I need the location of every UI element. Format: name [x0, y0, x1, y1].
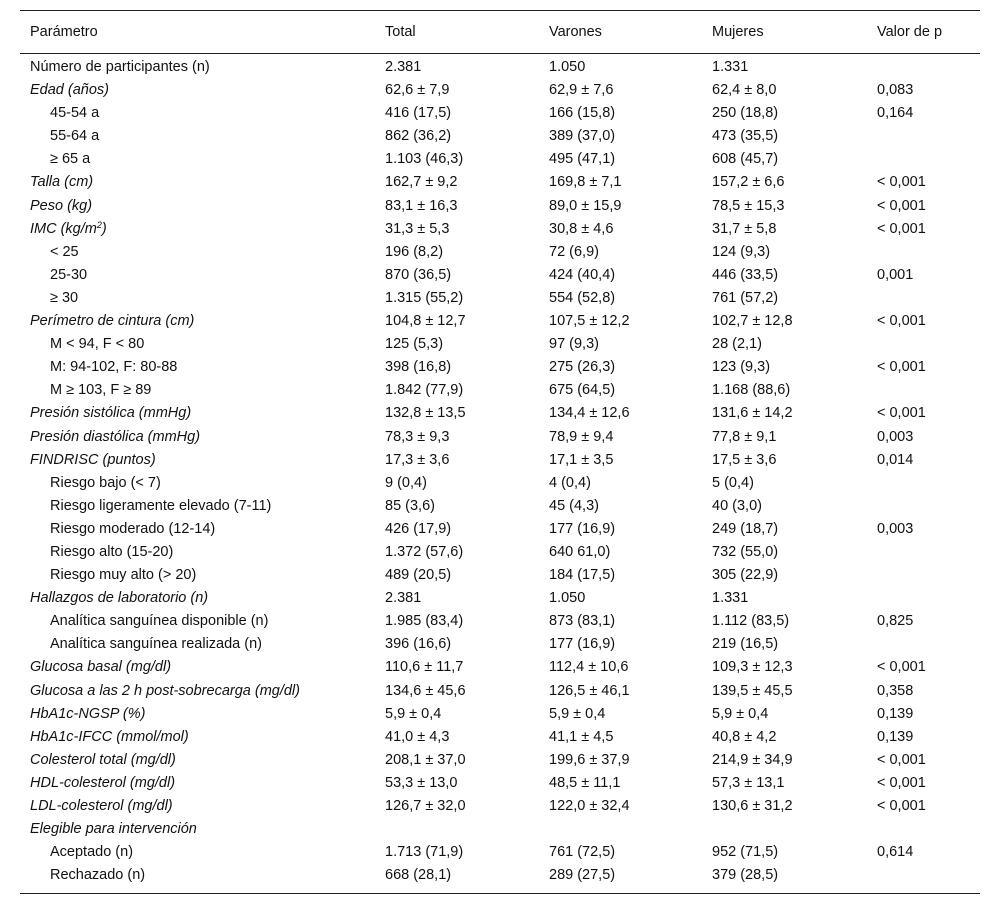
cell-mujeres: 473 (35,5) — [712, 128, 779, 145]
cell-total: 489 (20,5) — [385, 567, 452, 584]
cell-varones: 424 (40,4) — [549, 266, 616, 283]
cell-mujeres: 1.112 (83,5) — [712, 613, 790, 630]
row-label: ≥ 65 a — [50, 151, 91, 168]
cell-mujeres: 732 (55,0) — [712, 543, 779, 560]
cell-valor-p: < 0,001 — [877, 197, 926, 214]
table-row — [20, 333, 980, 356]
cell-total: 162,7 ± 9,2 — [385, 174, 458, 191]
cell-mujeres: 219 (16,5) — [712, 636, 779, 653]
cell-varones: 199,6 ± 37,9 — [549, 751, 630, 768]
cell-varones: 62,9 ± 7,6 — [549, 82, 614, 99]
row-label: Riesgo alto (15-20) — [50, 543, 174, 560]
cell-varones: 554 (52,8) — [549, 289, 616, 306]
table-row — [20, 195, 980, 218]
cell-valor-p: 0,001 — [877, 266, 914, 283]
row-label: M < 94, F < 80 — [50, 336, 145, 353]
cell-valor-p: 0,003 — [877, 520, 914, 537]
cell-total: 208,1 ± 37,0 — [385, 751, 466, 768]
table-row — [20, 171, 980, 194]
table-header-row — [20, 11, 980, 53]
row-label: HbA1c-IFCC (mmol/mol) — [30, 728, 189, 745]
cell-varones: 177 (16,9) — [549, 636, 616, 653]
cell-mujeres: 57,3 ± 13,1 — [712, 774, 785, 791]
table-row — [20, 726, 980, 749]
table-row — [20, 148, 980, 171]
cell-mujeres: 379 (28,5) — [712, 867, 779, 884]
row-label: Presión sistólica (mmHg) — [30, 405, 192, 422]
table-row — [20, 703, 980, 726]
cell-valor-p: < 0,001 — [877, 313, 926, 330]
cell-total: 78,3 ± 9,3 — [385, 428, 450, 445]
cell-varones: 166 (15,8) — [549, 105, 616, 122]
table-row — [20, 864, 980, 887]
cell-varones: 184 (17,5) — [549, 567, 616, 584]
cell-varones: 1.050 — [549, 59, 586, 75]
cell-mujeres: 5,9 ± 0,4 — [712, 705, 769, 722]
table-row — [20, 310, 980, 333]
cell-total: 31,3 ± 5,3 — [385, 220, 450, 237]
row-label: < 25 — [50, 243, 79, 260]
table-row — [20, 79, 980, 102]
table-row — [20, 472, 980, 495]
cell-total: 41,0 ± 4,3 — [385, 728, 450, 745]
cell-valor-p: 0,139 — [877, 705, 914, 722]
cell-total: 132,8 ± 13,5 — [385, 405, 466, 422]
results-table — [20, 10, 980, 894]
row-label: M ≥ 103, F ≥ 89 — [50, 382, 152, 399]
cell-varones: 1.050 — [549, 590, 586, 607]
cell-total: 110,6 ± 11,7 — [385, 659, 464, 676]
table-row — [20, 541, 980, 564]
row-label: Número de participantes (n) — [30, 59, 210, 75]
row-label: Glucosa a las 2 h post-sobrecarga (mg/dl) — [30, 682, 300, 699]
table-row — [20, 564, 980, 587]
cell-total: 62,6 ± 7,9 — [385, 82, 450, 99]
row-label: HDL-colesterol (mg/dl) — [30, 774, 176, 791]
row-label: Glucosa basal (mg/dl) — [30, 659, 172, 676]
row-label: Colesterol total (mg/dl) — [30, 751, 176, 768]
row-label: Perímetro de cintura (cm) — [30, 313, 195, 330]
cell-mujeres: 62,4 ± 8,0 — [712, 82, 777, 99]
cell-varones: 126,5 ± 46,1 — [549, 682, 630, 699]
table-row — [20, 772, 980, 795]
cell-valor-p: < 0,001 — [877, 774, 926, 791]
row-label: M: 94-102, F: 80-88 — [50, 359, 178, 376]
cell-varones: 289 (27,5) — [549, 867, 616, 884]
cell-total: 53,3 ± 13,0 — [385, 774, 458, 791]
cell-total: 1.372 (57,6) — [385, 543, 464, 560]
row-label: Hallazgos de laboratorio (n) — [30, 590, 209, 607]
cell-varones: 78,9 ± 9,4 — [549, 428, 614, 445]
row-label: Aceptado (n) — [50, 844, 134, 861]
cell-mujeres: 17,5 ± 3,6 — [712, 451, 777, 468]
cell-mujeres: 124 (9,3) — [712, 243, 771, 260]
table-row — [20, 241, 980, 264]
table-row — [20, 749, 980, 772]
table-row — [20, 264, 980, 287]
cell-valor-p: 0,164 — [877, 105, 914, 122]
cell-varones: 112,4 ± 10,6 — [549, 659, 629, 676]
cell-varones: 5,9 ± 0,4 — [549, 705, 606, 722]
cell-total: 416 (17,5) — [385, 105, 452, 122]
cell-varones: 675 (64,5) — [549, 382, 616, 399]
cell-total: 125 (5,3) — [385, 336, 444, 353]
table-bottom-rule — [20, 893, 980, 894]
cell-valor-p: < 0,001 — [877, 659, 926, 676]
table-row — [20, 795, 980, 818]
row-label: Riesgo ligeramente elevado (7-11) — [50, 497, 272, 514]
cell-total: 2.381 — [385, 590, 422, 607]
cell-varones: 389 (37,0) — [549, 128, 616, 145]
row-label: IMC $(kg/m^2)$ — [30, 219, 107, 237]
cell-valor-p: 0,083 — [877, 82, 914, 99]
cell-mujeres: 1.168 (88,6) — [712, 382, 791, 399]
cell-mujeres: 214,9 ± 34,9 — [712, 751, 793, 768]
cell-varones: 640 61,0) — [549, 543, 611, 560]
cell-varones: 134,4 ± 12,6 — [549, 405, 630, 422]
cell-valor-p: 0,825 — [877, 613, 914, 630]
cell-total: 1.713 (71,9) — [385, 844, 464, 861]
cell-total: 426 (17,9) — [385, 520, 452, 537]
cell-mujeres: 77,8 ± 9,1 — [712, 428, 777, 445]
row-label: Talla (cm) — [30, 174, 94, 191]
table-row — [20, 402, 980, 425]
cell-mujeres: 249 (18,7) — [712, 520, 779, 537]
cell-varones: 169,8 ± 7,1 — [549, 174, 622, 191]
table-row — [20, 818, 980, 841]
cell-valor-p: < 0,001 — [877, 405, 926, 422]
cell-mujeres: 608 (45,7) — [712, 151, 779, 168]
cell-total: 196 (8,2) — [385, 243, 444, 260]
row-label: Peso (kg) — [30, 197, 93, 214]
cell-valor-p: 0,614 — [877, 844, 914, 861]
cell-valor-p: < 0,001 — [877, 798, 926, 814]
cell-mujeres: 952 (71,5) — [712, 844, 779, 861]
cell-mujeres: 78,5 ± 15,3 — [712, 197, 785, 214]
table-row — [20, 218, 980, 241]
cell-varones: 4 (0,4) — [549, 474, 591, 491]
cell-varones: 17,1 ± 3,5 — [549, 451, 614, 468]
row-label: Rechazado (n) — [50, 867, 146, 884]
row-label: Analítica sanguínea disponible (n) — [50, 613, 269, 630]
cell-mujeres: 157,2 ± 6,6 — [712, 174, 785, 191]
cell-valor-p: 0,014 — [877, 451, 914, 468]
table-row — [20, 610, 980, 633]
cell-mujeres: 305 (22,9) — [712, 567, 779, 584]
table-row — [20, 356, 980, 379]
cell-mujeres: 123 (9,3) — [712, 359, 771, 376]
cell-total: 9 (0,4) — [385, 474, 427, 491]
cell-valor-p: < 0,001 — [877, 174, 926, 191]
cell-mujeres: 250 (18,8) — [712, 105, 779, 122]
table-body — [20, 54, 980, 893]
cell-total: 5,9 ± 0,4 — [385, 705, 442, 722]
cell-total: 396 (16,6) — [385, 636, 452, 653]
row-label: Presión diastólica (mmHg) — [30, 428, 201, 445]
row-label: 55-64 a — [50, 128, 100, 145]
row-label: HbA1c-NGSP (%) — [30, 705, 146, 722]
table-row — [20, 449, 980, 472]
cell-varones: 45 (4,3) — [549, 497, 599, 514]
table-row — [20, 426, 980, 449]
cell-total: 1.842 (77,9) — [385, 382, 464, 399]
cell-valor-p: < 0,001 — [877, 751, 926, 768]
cell-mujeres: 131,6 ± 14,2 — [712, 405, 793, 422]
cell-varones: 107,5 ± 12,2 — [549, 313, 630, 330]
table-row — [20, 587, 980, 610]
row-label: 45-54 a — [50, 105, 100, 122]
cell-total: 85 (3,6) — [385, 497, 435, 514]
table-row — [20, 680, 980, 703]
cell-total: 1.315 (55,2) — [385, 289, 464, 306]
row-label: FINDRISC (puntos) — [30, 451, 156, 468]
cell-varones: 30,8 ± 4,6 — [549, 220, 614, 237]
cell-varones: 495 (47,1) — [549, 151, 616, 168]
cell-mujeres: 28 (2,1) — [712, 336, 762, 353]
cell-total: 1.985 (83,4) — [385, 613, 464, 630]
cell-varones: 761 (72,5) — [549, 844, 616, 861]
cell-varones: 873 (83,1) — [549, 613, 616, 630]
cell-mujeres: 40,8 ± 4,2 — [712, 728, 777, 745]
cell-valor-p: < 0,001 — [877, 220, 926, 237]
cell-varones: 97 (9,3) — [549, 336, 599, 353]
row-label: ≥ 30 — [50, 289, 79, 306]
table-row — [20, 841, 980, 864]
cell-varones: 41,1 ± 4,5 — [549, 728, 614, 745]
cell-total: 134,6 ± 45,6 — [385, 682, 466, 699]
cell-valor-p: 0,358 — [877, 682, 914, 699]
cell-total: 17,3 ± 3,6 — [385, 451, 450, 468]
cell-valor-p: < 0,001 — [877, 359, 926, 376]
cell-total: 668 (28,1) — [385, 867, 452, 884]
table-row — [20, 379, 980, 402]
cell-mujeres: 130,6 ± 31,2 — [712, 798, 793, 814]
table-row — [20, 518, 980, 541]
cell-valor-p: 0,139 — [877, 728, 914, 745]
header-total: Total — [385, 24, 416, 40]
cell-mujeres: 761 (57,2) — [712, 289, 779, 306]
cell-varones: 89,0 ± 15,9 — [549, 197, 622, 214]
row-label: Analítica sanguínea realizada (n) — [50, 636, 262, 653]
cell-mujeres: 40 (3,0) — [712, 497, 762, 514]
cell-total: 2.381 — [385, 59, 422, 75]
cell-varones: 72 (6,9) — [549, 243, 599, 260]
cell-total: 83,1 ± 16,3 — [385, 197, 458, 214]
header-valor-p: Valor de p — [877, 24, 943, 40]
table-row — [20, 633, 980, 656]
table-row — [20, 656, 980, 679]
cell-total: 126,7 ± 32,0 — [385, 798, 466, 814]
cell-mujeres: 1.331 — [712, 590, 749, 607]
row-label: Edad (años) — [30, 82, 109, 99]
row-label: Riesgo muy alto (> 20) — [50, 567, 197, 584]
cell-valor-p: 0,003 — [877, 428, 914, 445]
cell-mujeres: 102,7 ± 12,8 — [712, 313, 793, 330]
table-row — [20, 125, 980, 148]
row-label: 25-30 — [50, 266, 88, 283]
cell-varones: 177 (16,9) — [549, 520, 616, 537]
cell-varones: 48,5 ± 11,1 — [549, 774, 621, 791]
table-row — [20, 56, 980, 79]
row-label: Riesgo moderado (12-14) — [50, 520, 216, 537]
header-varones: Varones — [549, 24, 602, 40]
table-row — [20, 102, 980, 125]
row-label: Elegible para intervención — [30, 821, 197, 838]
row-label: LDL-colesterol (mg/dl) — [30, 798, 173, 814]
cell-mujeres: 109,3 ± 12,3 — [712, 659, 793, 676]
cell-mujeres: 31,7 ± 5,8 — [712, 220, 777, 237]
cell-varones: 275 (26,3) — [549, 359, 616, 376]
cell-total: 870 (36,5) — [385, 266, 452, 283]
row-label: Riesgo bajo (< 7) — [50, 474, 161, 491]
cell-total: 862 (36,2) — [385, 128, 452, 145]
header-mujeres: Mujeres — [712, 24, 764, 40]
cell-varones: 122,0 ± 32,4 — [549, 798, 630, 814]
cell-total: 1.103 (46,3) — [385, 151, 464, 168]
cell-total: 104,8 ± 12,7 — [385, 313, 466, 330]
table-row — [20, 287, 980, 310]
cell-mujeres: 139,5 ± 45,5 — [712, 682, 793, 699]
table-row — [20, 495, 980, 518]
header-parametro: Parámetro — [30, 24, 98, 40]
cell-mujeres: 5 (0,4) — [712, 474, 754, 491]
cell-mujeres: 1.331 — [712, 59, 749, 75]
cell-mujeres: 446 (33,5) — [712, 266, 779, 283]
cell-total: 398 (16,8) — [385, 359, 452, 376]
